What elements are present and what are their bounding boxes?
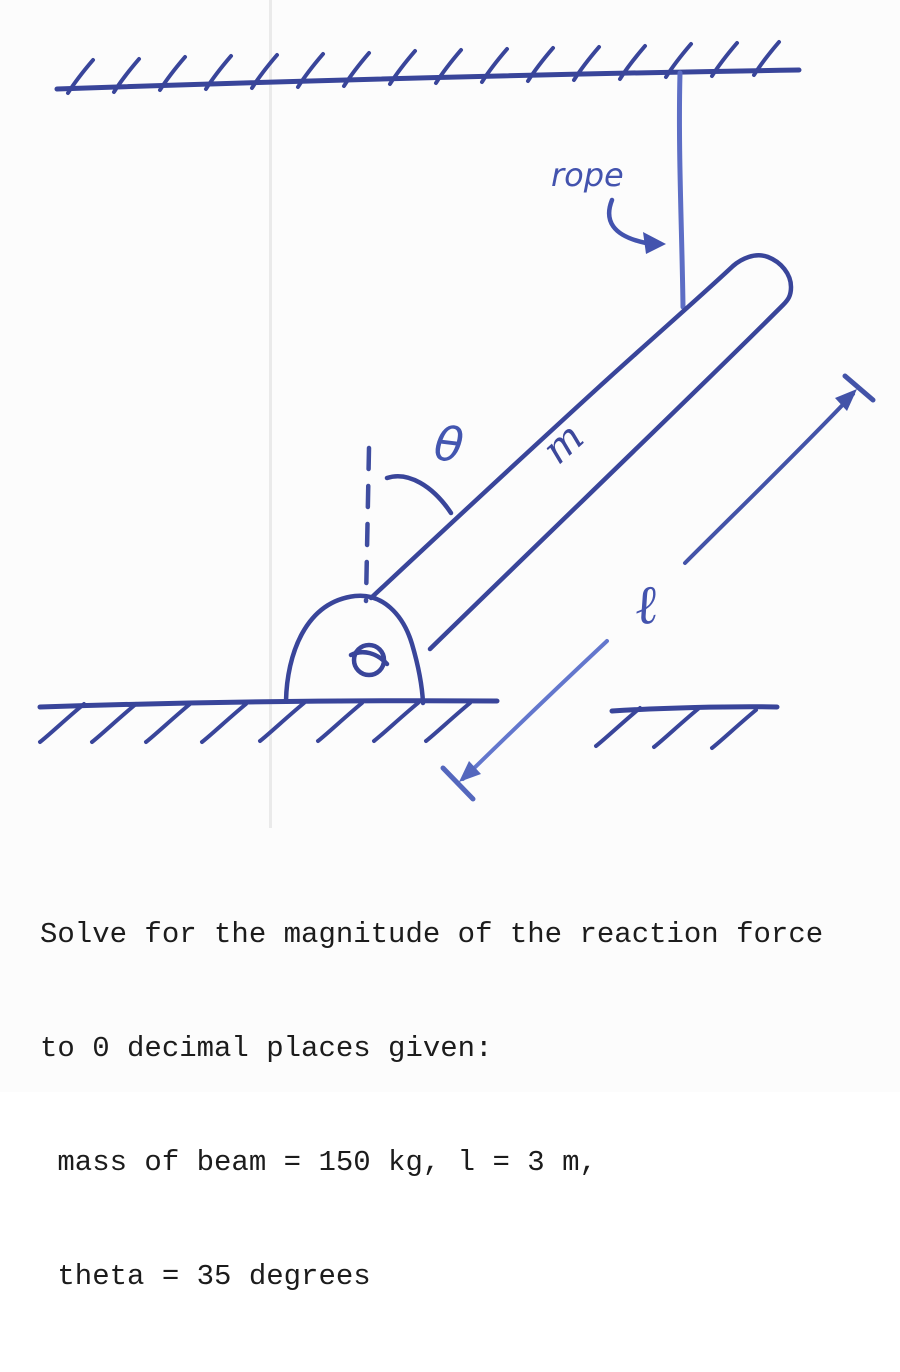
pivot-support	[286, 596, 423, 703]
ceiling	[57, 42, 799, 93]
length-label: ℓ	[631, 572, 661, 638]
rope-label: rope	[551, 156, 624, 194]
problem-line-3: mass of beam = 150 kg, l = 3 m,	[40, 1146, 597, 1179]
ground-left	[40, 701, 497, 742]
pivot-dome	[286, 596, 423, 703]
rope-pointer-arrow	[609, 200, 666, 254]
problem-line-2: to 0 decimal places given:	[40, 1032, 493, 1065]
pivot-center-mark	[351, 645, 387, 675]
ground-right	[596, 707, 777, 748]
problem-line-4: theta = 35 degrees	[40, 1260, 371, 1293]
problem-statement	[40, 840, 823, 1372]
ground-right-hatching	[596, 708, 756, 748]
length-dimension-arrow	[443, 376, 873, 799]
mass-label: m	[533, 413, 593, 474]
length-dimension-lower-segment	[463, 641, 607, 779]
ground-left-hatching	[40, 703, 470, 742]
problem-line-1: Solve for the magnitude of the reaction force	[40, 918, 824, 951]
theta-label: θ	[431, 416, 467, 475]
rope-line	[679, 73, 683, 307]
ground-left-line	[40, 701, 497, 707]
angle-arc	[387, 476, 451, 513]
vertical-reference-dashed-line	[366, 448, 369, 601]
length-dimension-upper-segment	[685, 394, 853, 563]
